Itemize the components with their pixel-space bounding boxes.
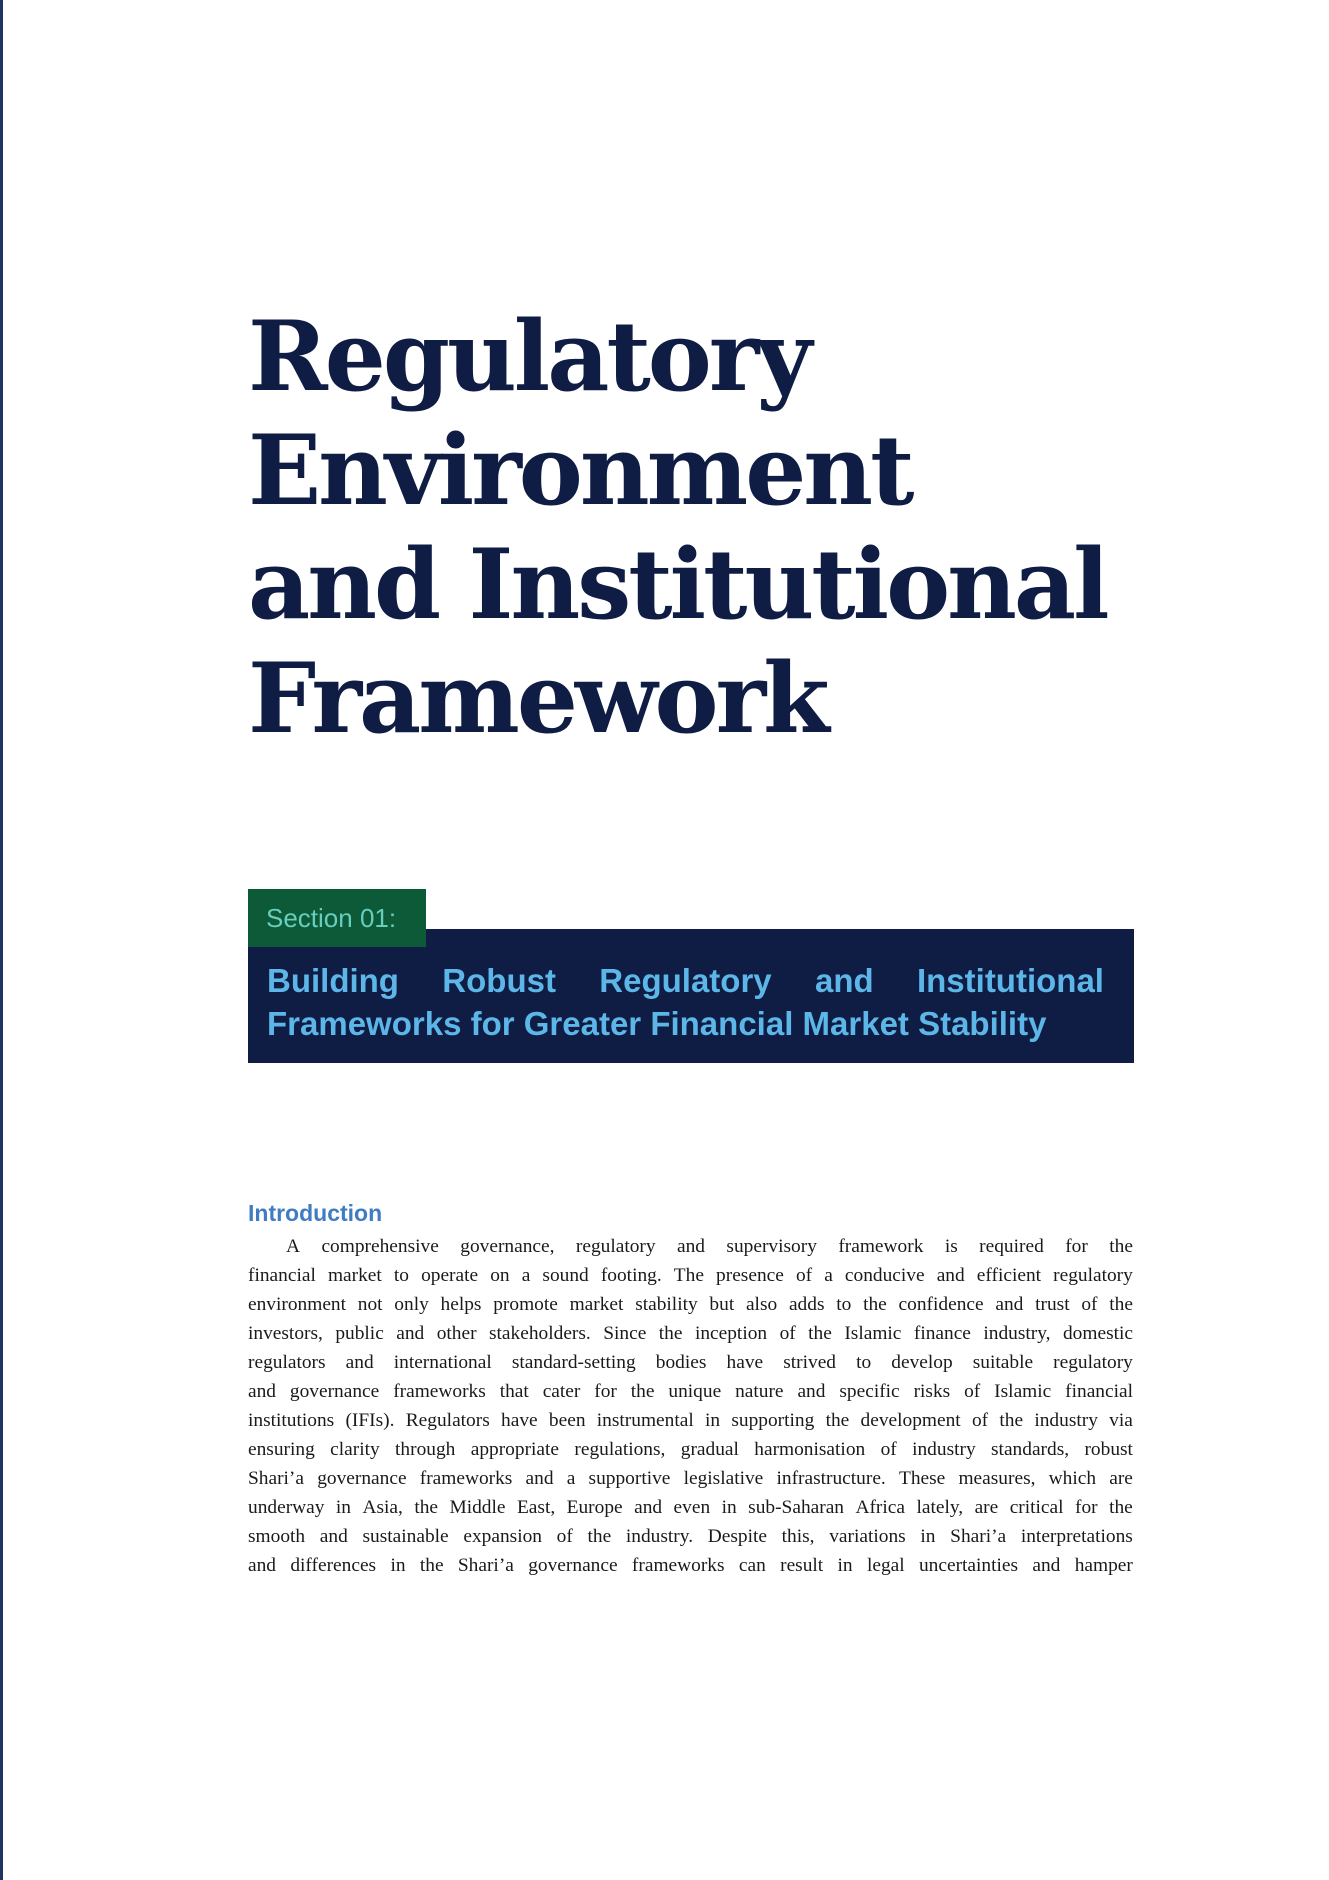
word: regulations, [574, 1439, 666, 1460]
word: in [390, 1555, 406, 1576]
word: governance [528, 1555, 618, 1576]
word: infrastructure. [776, 1468, 886, 1489]
word: East, [516, 1497, 556, 1518]
word: industry [912, 1439, 976, 1460]
word: (IFIs). [345, 1410, 395, 1431]
page-title-line: Environment [248, 414, 912, 527]
word: measures, [958, 1468, 1036, 1489]
word: efficient [976, 1265, 1042, 1286]
paragraph-line [248, 1261, 1133, 1290]
word: of [880, 1439, 897, 1460]
word: in [704, 1410, 721, 1431]
word: and [525, 1468, 554, 1489]
introduction-heading: Introduction [248, 1200, 383, 1226]
word: the [1109, 1236, 1133, 1257]
word: industry, [983, 1323, 1051, 1344]
word: for [1065, 1236, 1088, 1257]
word: suitable [972, 1352, 1034, 1373]
word: regulatory [575, 1236, 656, 1257]
word: footing. [600, 1265, 662, 1286]
word: and [936, 1265, 965, 1286]
word: sound [542, 1265, 589, 1286]
word: unique [668, 1381, 722, 1402]
word: of [964, 1381, 981, 1402]
word: and [396, 1323, 425, 1344]
paragraph-line [248, 1232, 1133, 1261]
word: appropriate [470, 1439, 560, 1460]
word: trust [1035, 1294, 1070, 1315]
word: is [944, 1236, 958, 1257]
word: standards, [991, 1439, 1070, 1460]
word: in [920, 1526, 936, 1547]
paragraph-line [248, 1435, 1133, 1464]
word: industry [1034, 1410, 1098, 1431]
paragraph-line [248, 1464, 1133, 1493]
word: sustainable [362, 1526, 449, 1547]
word: nature [735, 1381, 784, 1402]
word: of [1081, 1294, 1098, 1315]
word: but [709, 1294, 735, 1315]
word: market [327, 1265, 382, 1286]
word: Shari’a [950, 1526, 1007, 1547]
word: the [630, 1381, 655, 1402]
word: which [1048, 1468, 1097, 1489]
word: result [780, 1555, 824, 1576]
word: standard-setting [511, 1352, 636, 1373]
word: are [1109, 1468, 1133, 1489]
word: governance, [460, 1236, 555, 1257]
word: Islamic [844, 1323, 902, 1344]
word: framework [838, 1236, 924, 1257]
paragraph-line [248, 1290, 1133, 1319]
word: sub-Saharan [748, 1497, 845, 1518]
paragraph-line [248, 1348, 1133, 1377]
word: gradual [680, 1439, 739, 1460]
word: institutions [248, 1410, 335, 1431]
word: the [999, 1410, 1024, 1431]
section-heading-box [248, 929, 1134, 1063]
word: and [1032, 1555, 1061, 1576]
word: to [393, 1265, 409, 1286]
word: for [594, 1381, 617, 1402]
word: regulatory [1053, 1352, 1133, 1373]
page-edge-rule [0, 0, 3, 1880]
word: and [345, 1352, 374, 1373]
word: Robust [442, 962, 556, 999]
paragraph-line [248, 1406, 1133, 1435]
word: even [673, 1497, 711, 1518]
word: confidence [898, 1294, 984, 1315]
word: instrumental [596, 1410, 694, 1431]
paragraph-line [248, 1551, 1133, 1580]
section-heading [267, 959, 1104, 1045]
section-tag: Section 01: [248, 889, 426, 947]
word: only [394, 1294, 429, 1315]
page-title-line: and Institutional [248, 528, 1107, 641]
word: smooth [248, 1526, 306, 1547]
word: Institutional [916, 962, 1104, 999]
word: have [501, 1410, 538, 1431]
word: Middle [449, 1497, 506, 1518]
word: promote [493, 1294, 558, 1315]
word: and [634, 1497, 663, 1518]
word: market [569, 1294, 624, 1315]
word: inception [694, 1323, 768, 1344]
word: the [808, 1323, 832, 1344]
word: the [414, 1497, 439, 1518]
paragraph-line [248, 1493, 1133, 1522]
word: the [419, 1555, 444, 1576]
word: frameworks [419, 1468, 513, 1489]
word: helps [440, 1294, 482, 1315]
word: finance [913, 1323, 971, 1344]
word: the [587, 1526, 612, 1547]
word: regulators [248, 1352, 326, 1373]
word: the [1109, 1497, 1133, 1518]
word: and [248, 1555, 276, 1576]
word: uncertainties [918, 1555, 1019, 1576]
word: can [738, 1555, 766, 1576]
word: variations [829, 1526, 906, 1547]
word: Regulatory [599, 962, 772, 999]
word: harmonisation [754, 1439, 866, 1460]
word: required [979, 1236, 1044, 1257]
word: ensuring [248, 1439, 315, 1460]
word: Building [267, 962, 399, 999]
word: also [745, 1294, 778, 1315]
paragraph-line [248, 1522, 1133, 1551]
word: expansion [463, 1526, 542, 1547]
word: governance [317, 1468, 407, 1489]
word: public [335, 1323, 384, 1344]
word: strived [783, 1352, 836, 1373]
word: in [837, 1555, 853, 1576]
word: financial [248, 1265, 316, 1286]
page-title [248, 300, 1248, 756]
word: lately, [916, 1497, 964, 1518]
word: robust [1084, 1439, 1133, 1460]
word: risks [913, 1381, 951, 1402]
word: domestic [1062, 1323, 1133, 1344]
word: interpretations [1020, 1526, 1133, 1547]
word: Asia, [362, 1497, 403, 1518]
word: been [548, 1410, 586, 1431]
word: legal [866, 1555, 905, 1576]
word: this, [781, 1526, 815, 1547]
word: and [797, 1381, 826, 1402]
word: via [1109, 1410, 1133, 1431]
word: A [286, 1236, 301, 1257]
word: investors, [248, 1323, 323, 1344]
word: the [863, 1294, 887, 1315]
word: adds [788, 1294, 825, 1315]
introduction-body [248, 1232, 1133, 1580]
word: regulatory [1053, 1265, 1133, 1286]
word: Regulators [405, 1410, 490, 1431]
word: to [836, 1294, 852, 1315]
section-heading-line: Frameworks for Greater Financial Market Stability [267, 1005, 1047, 1042]
word: environment [248, 1294, 347, 1315]
word: industry. [625, 1526, 694, 1547]
word: frameworks [631, 1555, 725, 1576]
word: and [814, 962, 874, 999]
word: Islamic [994, 1381, 1052, 1402]
word: of [556, 1526, 573, 1547]
word: on [490, 1265, 510, 1286]
word: specific [839, 1381, 900, 1402]
word: to [856, 1352, 872, 1373]
word: of [971, 1410, 989, 1431]
word: critical [1009, 1497, 1064, 1518]
word: operate [421, 1265, 479, 1286]
section-heading-line [267, 959, 1104, 1002]
word: for [1074, 1497, 1098, 1518]
word: development [860, 1410, 961, 1431]
word: differences [290, 1555, 377, 1576]
word: that [499, 1381, 529, 1402]
word: of [779, 1323, 796, 1344]
word: the [825, 1410, 850, 1431]
word: cater [542, 1381, 581, 1402]
word: supportive [588, 1468, 671, 1489]
word: Since [603, 1323, 647, 1344]
word: not [357, 1294, 383, 1315]
word: These [898, 1468, 946, 1489]
word: a [521, 1265, 531, 1286]
word: through [395, 1439, 456, 1460]
paragraph-line [248, 1319, 1133, 1348]
word: comprehensive [321, 1236, 439, 1257]
word: supporting [731, 1410, 815, 1431]
word: in [335, 1497, 352, 1518]
word: legislative [683, 1468, 764, 1489]
word: governance [289, 1381, 380, 1402]
word: The [673, 1265, 704, 1286]
word: have [726, 1352, 764, 1373]
word: international [393, 1352, 492, 1373]
word: stability [635, 1294, 698, 1315]
word: supervisory [726, 1236, 817, 1257]
page-title-line: Framework [248, 642, 827, 755]
word: financial [1065, 1381, 1133, 1402]
word: the [658, 1323, 683, 1344]
word: Despite [707, 1526, 767, 1547]
page-title-line: Regulatory [248, 300, 810, 413]
word: underway [248, 1497, 325, 1518]
word: and [248, 1381, 276, 1402]
word: presence [716, 1265, 784, 1286]
word: bodies [655, 1352, 707, 1373]
word: hamper [1074, 1555, 1133, 1576]
word: and [995, 1294, 1024, 1315]
word: in [721, 1497, 737, 1518]
word: Shari’a [457, 1555, 514, 1576]
paragraph-line [248, 1377, 1133, 1406]
word: are [974, 1497, 999, 1518]
word: Africa [855, 1497, 905, 1518]
word: Shari’a [248, 1468, 304, 1489]
word: Europe [566, 1497, 623, 1518]
word: a [566, 1468, 576, 1489]
word: and [677, 1236, 705, 1257]
word: conducive [844, 1265, 925, 1286]
word: the [1109, 1294, 1133, 1315]
word: of [795, 1265, 813, 1286]
word: a [824, 1265, 833, 1286]
word: develop [891, 1352, 953, 1373]
word: stakeholders. [489, 1323, 591, 1344]
word: other [436, 1323, 477, 1344]
word: and [319, 1526, 348, 1547]
word: frameworks [393, 1381, 486, 1402]
word: clarity [330, 1439, 380, 1460]
